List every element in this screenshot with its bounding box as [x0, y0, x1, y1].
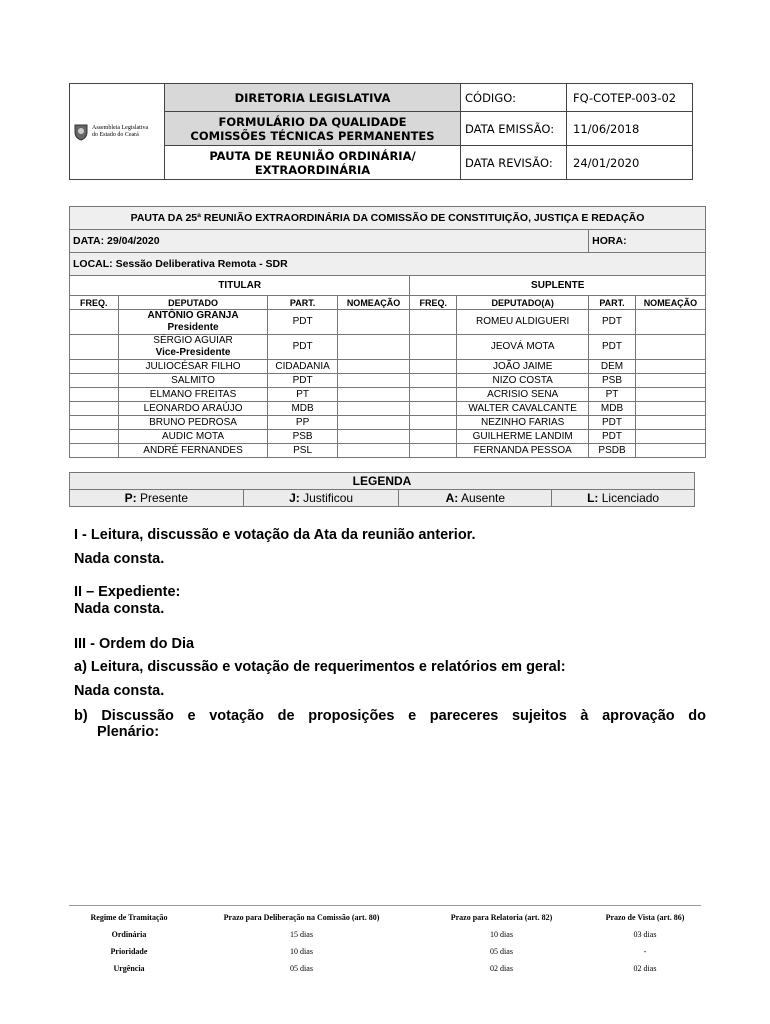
revision-date-label: DATA REVISÃO: — [461, 146, 567, 180]
col-deputado-a: DEPUTADO(A) — [457, 296, 589, 310]
legend-text: Justificou — [299, 491, 354, 505]
suplente-party: PSDB — [589, 444, 636, 458]
document-header — [69, 83, 693, 180]
titular-name: LEONARDO ARAÚJO — [118, 402, 268, 416]
freq-cell[interactable] — [70, 310, 119, 335]
nomeacao-cell — [635, 402, 705, 416]
freq-cell[interactable] — [70, 360, 119, 374]
section-1-body: Nada consta. — [74, 551, 165, 567]
footer-header-deliberation: Prazo para Deliberação na Comissão (art. 80) — [223, 913, 380, 922]
item-b-heading-line-1: b) Discussão e votação de proposições e pareceres sujeitos à aprovação do — [74, 708, 706, 724]
titular-name: ELMANO FREITAS — [118, 388, 268, 402]
titular-name: SÉRGIO AGUIAR — [153, 335, 233, 346]
freq-cell[interactable] — [410, 416, 457, 430]
titular-party: PSL — [268, 444, 337, 458]
freq-cell[interactable] — [70, 402, 119, 416]
header-agenda-line-1: PAUTA DE REUNIÃO ORDINÁRIA/ — [209, 148, 416, 163]
report-deadline: 02 dias — [490, 964, 513, 973]
footer-header-regime: Regime de Tramitação — [90, 913, 168, 922]
suplente-name: WALTER CAVALCANTE — [457, 402, 589, 416]
meeting-date: DATA: 29/04/2020 — [70, 230, 589, 253]
suplente-party: PDT — [589, 335, 636, 360]
legend-table — [69, 472, 695, 507]
table-row — [70, 310, 706, 335]
meeting-title: PAUTA DA 25ª REUNIÃO EXTRAORDINÁRIA DA COMISSÃO DE CONSTITUIÇÃO, JUSTIÇA E REDAÇÃO — [70, 207, 706, 230]
legend-text: Ausente — [458, 491, 506, 505]
col-deputado: DEPUTADO — [118, 296, 268, 310]
freq-cell[interactable] — [410, 444, 457, 458]
suplente-name: NEZINHO FARIAS — [457, 416, 589, 430]
deliberation-deadline: 05 dias — [290, 964, 313, 973]
suplente-name: ROMEU ALDIGUERI — [457, 310, 589, 335]
titular-name: BRUNO PEDROSA — [118, 416, 268, 430]
freq-cell[interactable] — [410, 430, 457, 444]
nomeacao-cell — [635, 310, 705, 335]
titular-party: PSB — [268, 430, 337, 444]
freq-cell[interactable] — [70, 388, 119, 402]
titular-role: Presidente — [167, 322, 219, 333]
header-agenda-line-2: EXTRAORDINÁRIA — [254, 162, 371, 177]
col-party-titular: PART. — [268, 296, 337, 310]
suplente-party: PSB — [589, 374, 636, 388]
titular-name: SALMITO — [118, 374, 268, 388]
deliberation-deadline: 15 dias — [290, 930, 313, 939]
titular-section-label: TITULAR — [70, 276, 410, 296]
view-deadline: 03 dias — [633, 930, 657, 939]
suplente-section-label: SUPLENTE — [410, 276, 706, 296]
suplente-party: PDT — [589, 416, 636, 430]
suplente-name: JEOVÁ MOTA — [457, 335, 589, 360]
freq-cell[interactable] — [70, 374, 119, 388]
nomeacao-cell — [635, 374, 705, 388]
legend-key: A: — [445, 491, 459, 505]
footer-row — [69, 926, 701, 943]
nomeacao-cell — [337, 310, 410, 335]
footer-row — [69, 943, 701, 960]
legend-item-absent — [399, 490, 552, 507]
legend-key: P: — [124, 491, 137, 505]
freq-cell[interactable] — [410, 374, 457, 388]
titular-name: ANDRÉ FERNANDES — [118, 444, 268, 458]
nomeacao-cell — [337, 335, 410, 360]
deliberation-deadline: 10 dias — [290, 947, 313, 956]
legend-item-licensed — [552, 490, 695, 507]
titular-party: CIDADANIA — [268, 360, 337, 374]
legend-text: Licenciado — [598, 491, 660, 505]
regime-name: Urgência — [113, 964, 145, 973]
item-a-body: Nada consta. — [74, 683, 165, 699]
logo-line-2: do Estado do Ceará — [92, 131, 139, 138]
revision-date-value: 24/01/2020 — [567, 146, 693, 180]
table-row — [70, 416, 706, 430]
header-title-form — [165, 112, 461, 146]
emission-date-label: DATA EMISSÃO: — [461, 112, 567, 146]
report-deadline: 10 dias — [490, 930, 513, 939]
titular-party: PDT — [268, 374, 337, 388]
item-b-heading-line-2: Plenário: — [97, 724, 160, 740]
emission-date-value: 11/06/2018 — [567, 112, 693, 146]
titular-party: PDT — [268, 335, 337, 360]
table-row — [70, 402, 706, 416]
table-row — [70, 388, 706, 402]
titular-name-cell — [118, 335, 268, 360]
regime-name: Prioridade — [110, 947, 148, 956]
suplente-name: GUILHERME LANDIM — [457, 430, 589, 444]
table-row — [70, 374, 706, 388]
suplente-party: DEM — [589, 360, 636, 374]
col-nomeacao-suplente: NOMEAÇÃO — [635, 296, 705, 310]
column-header-row — [70, 296, 706, 310]
col-party-suplente: PART. — [589, 296, 636, 310]
col-freq-suplente: FREQ. — [410, 296, 457, 310]
suplente-party: MDB — [589, 402, 636, 416]
freq-cell[interactable] — [410, 310, 457, 335]
nomeacao-cell — [337, 444, 410, 458]
item-a-heading: a) Leitura, discussão e votação de requerimentos e relatórios em geral: — [74, 659, 566, 675]
freq-cell[interactable] — [410, 360, 457, 374]
suplente-name: JOÃO JAIME — [457, 360, 589, 374]
regime-name: Ordinária — [111, 930, 147, 939]
col-nomeacao-titular: NOMEAÇÃO — [337, 296, 410, 310]
table-row — [70, 360, 706, 374]
titular-name: AUDIC MOTA — [118, 430, 268, 444]
coat-of-arms-icon — [73, 123, 89, 141]
section-1-heading: I - Leitura, discussão e votação da Ata da reunião anterior. — [74, 527, 476, 543]
freq-cell[interactable] — [70, 444, 119, 458]
legend-item-justified — [243, 490, 399, 507]
titular-party: PP — [268, 416, 337, 430]
footer-header-view: Prazo de Vista (art. 86) — [605, 913, 685, 922]
nomeacao-cell — [337, 402, 410, 416]
nomeacao-cell — [635, 430, 705, 444]
suplente-name: FERNANDA PESSOA — [457, 444, 589, 458]
freq-cell[interactable] — [410, 335, 457, 360]
nomeacao-cell — [337, 374, 410, 388]
legend-text: Presente — [136, 491, 189, 505]
meeting-location: LOCAL: Sessão Deliberativa Remota - SDR — [70, 253, 706, 276]
header-title-agenda — [165, 146, 461, 180]
titular-name-cell — [118, 310, 268, 335]
suplente-name: ACRISIO SENA — [457, 388, 589, 402]
nomeacao-cell — [337, 416, 410, 430]
nomeacao-cell — [635, 416, 705, 430]
nomeacao-cell — [635, 335, 705, 360]
meeting-time: HORA: — [589, 230, 706, 253]
suplente-party: PDT — [589, 310, 636, 335]
titular-name: JULIOCÉSAR FILHO — [118, 360, 268, 374]
suplente-name: NIZO COSTA — [457, 374, 589, 388]
legend-key: L: — [587, 491, 599, 505]
nomeacao-cell — [337, 388, 410, 402]
suplente-party: PT — [589, 388, 636, 402]
code-value: FQ-COTEP-003-02 — [567, 84, 693, 112]
nomeacao-cell — [635, 444, 705, 458]
code-label: CÓDIGO: — [461, 84, 567, 112]
nomeacao-cell — [635, 360, 705, 374]
logo-line-1: Assembleia Legislativa — [92, 124, 149, 131]
suplente-party: PDT — [589, 430, 636, 444]
section-3-heading: III - Ordem do Dia — [74, 636, 195, 652]
freq-cell[interactable] — [70, 430, 119, 444]
col-freq-titular: FREQ. — [70, 296, 119, 310]
table-row — [70, 444, 706, 458]
legend-title: LEGENDA — [70, 473, 695, 490]
freq-cell[interactable] — [70, 416, 119, 430]
section-2-heading: II – Expediente: — [74, 584, 181, 600]
titular-party: PDT — [268, 310, 337, 335]
titular-name: ANTÔNIO GRANJA — [147, 310, 239, 321]
attendance-table — [69, 206, 706, 458]
table-row — [70, 335, 706, 360]
titular-party: MDB — [268, 402, 337, 416]
assembly-logo — [71, 123, 163, 141]
header-form-line-1: FORMULÁRIO DA QUALIDADE — [218, 114, 407, 129]
nomeacao-cell — [337, 360, 410, 374]
titular-role: Vice-Presidente — [155, 347, 231, 358]
legend-item-present — [70, 490, 244, 507]
freq-cell[interactable] — [70, 335, 119, 360]
report-deadline: 05 dias — [490, 947, 513, 956]
deadline-table — [69, 909, 701, 977]
freq-cell[interactable] — [410, 402, 457, 416]
nomeacao-cell — [337, 430, 410, 444]
footer-divider — [69, 905, 701, 906]
section-2-body: Nada consta. — [74, 601, 165, 617]
header-form-line-2: COMISSÕES TÉCNICAS PERMANENTES — [190, 128, 435, 143]
table-row — [70, 430, 706, 444]
header-title-directorate: DIRETORIA LEGISLATIVA — [165, 84, 461, 112]
freq-cell[interactable] — [410, 388, 457, 402]
nomeacao-cell — [635, 388, 705, 402]
legend-key: J: — [289, 491, 300, 505]
view-deadline: - — [643, 947, 647, 956]
logo-cell — [70, 84, 165, 180]
footer-header-report: Prazo para Relatoria (art. 82) — [450, 913, 553, 922]
titular-party: PT — [268, 388, 337, 402]
footer-row — [69, 960, 701, 977]
view-deadline: 02 dias — [633, 964, 657, 973]
